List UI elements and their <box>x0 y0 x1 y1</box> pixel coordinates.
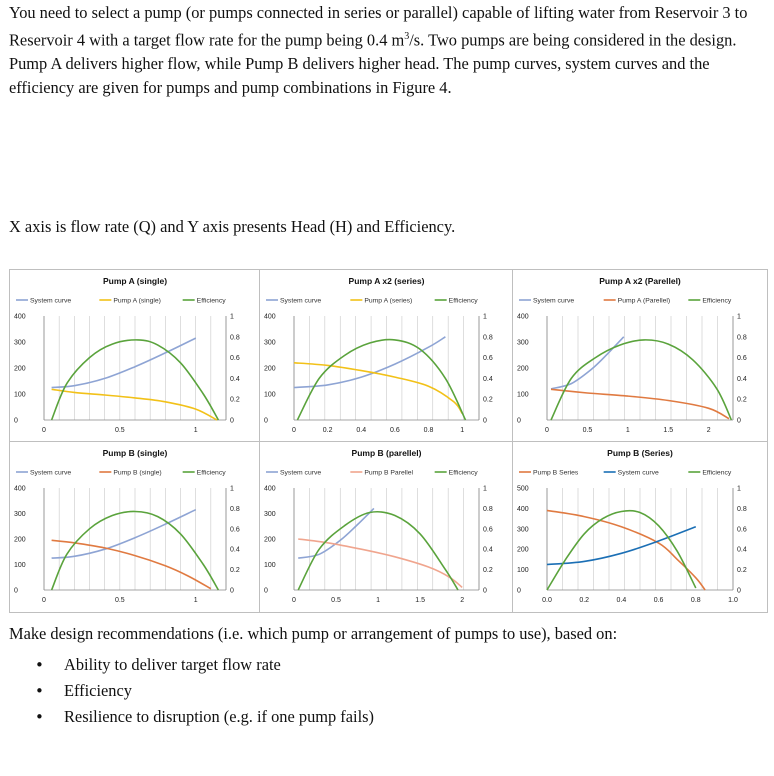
criteria-item-flow: • Ability to deliver target flow rate <box>9 652 374 678</box>
y-tick-left: 300 <box>14 339 26 347</box>
y-tick-right: 0.4 <box>230 546 240 554</box>
legend-label: Efficiency <box>448 469 478 477</box>
series-pump-b-single <box>52 540 211 588</box>
axis-note: X axis is flow rate (Q) and Y axis presents Head (H) and Efficiency. <box>9 217 456 236</box>
y-tick-left: 300 <box>14 511 26 518</box>
y-tick-left: 500 <box>517 485 529 493</box>
chart-pump-a-single <box>9 269 261 443</box>
y-tick-right: 0.4 <box>737 546 747 554</box>
legend-label: System curve <box>30 297 72 305</box>
y-tick-left: 300 <box>517 339 529 347</box>
series-efficiency <box>297 340 465 420</box>
series-pump-b-series <box>547 510 705 590</box>
x-tick: 1 <box>193 427 198 434</box>
chart-svg <box>10 270 260 442</box>
intro-text-1: You need to select a pump (or pumps connected in series or parallel) capable of lifting water from Reservoir 3 to Reservoir 4 with a target flow rate for the pump being 0.4 m <box>9 3 748 50</box>
y-tick-right: 0.6 <box>737 355 747 363</box>
chart-pump-b-series <box>512 441 768 613</box>
legend-label: Efficiency <box>196 297 226 305</box>
y-tick-right: 0.2 <box>737 396 747 404</box>
x-tick: 2 <box>460 597 465 604</box>
y-tick-right: 0.4 <box>230 375 240 383</box>
x-tick: 0.5 <box>114 597 125 604</box>
x-tick: 0.0 <box>542 597 552 604</box>
y-tick-right: 0.2 <box>483 396 493 404</box>
y-tick-right: 0.6 <box>230 526 240 534</box>
x-tick: 1 <box>460 427 465 434</box>
legend-label: Efficiency <box>702 297 732 305</box>
y-tick-right: 0.8 <box>230 505 240 513</box>
y-tick-left: 200 <box>264 536 276 544</box>
legend-label: System curve <box>280 297 322 305</box>
y-tick-left: 100 <box>517 391 529 399</box>
y-tick-left: 400 <box>264 485 276 493</box>
y-tick-right: 0 <box>737 417 741 425</box>
series-system-curve <box>52 510 196 558</box>
legend-label: Efficiency <box>702 469 732 477</box>
y-tick-right: 0.4 <box>737 375 747 383</box>
y-tick-left: 200 <box>517 365 529 373</box>
x-tick: 1.5 <box>663 427 674 434</box>
y-tick-right: 1 <box>483 485 487 493</box>
y-tick-left: 0 <box>14 587 18 595</box>
x-tick: 0 <box>545 427 549 434</box>
y-tick-left: 300 <box>517 526 529 534</box>
criteria-item-efficiency: • Efficiency <box>9 678 374 704</box>
chart-svg <box>513 442 767 612</box>
x-tick: 0.6 <box>390 427 400 434</box>
recommend-text: Make design recommendations (i.e. which pump or arrangement of pumps to use), based on: <box>9 624 618 643</box>
x-tick: 0.2 <box>579 597 590 604</box>
y-tick-left: 0 <box>517 587 521 595</box>
y-tick-left: 400 <box>517 505 529 513</box>
x-tick: 0.5 <box>331 597 341 604</box>
y-tick-left: 0 <box>517 417 521 425</box>
legend-label: Pump A (Parellel) <box>617 297 671 305</box>
y-tick-right: 1 <box>230 313 234 321</box>
y-tick-right: 1 <box>230 485 234 493</box>
y-tick-left: 100 <box>517 567 529 575</box>
y-tick-right: 0.8 <box>737 334 747 342</box>
x-tick: 2 <box>706 427 711 434</box>
series-efficiency <box>298 512 458 590</box>
intro-paragraph <box>9 1 764 100</box>
y-tick-left: 0 <box>264 587 268 595</box>
legend-label: Efficiency <box>448 297 478 305</box>
y-tick-right: 0.2 <box>483 567 493 575</box>
legend-label: System curve <box>533 297 575 305</box>
y-tick-right: 0 <box>230 417 234 425</box>
chart-pump-b-single <box>9 441 261 613</box>
criteria-list <box>9 652 374 730</box>
x-tick: 0 <box>292 427 296 434</box>
y-tick-left: 400 <box>14 313 26 321</box>
x-tick: 0.5 <box>114 427 125 434</box>
y-tick-left: 300 <box>264 339 276 347</box>
y-tick-left: 200 <box>14 536 26 544</box>
y-tick-right: 0.8 <box>483 334 493 342</box>
legend-label: System curve <box>30 469 72 477</box>
y-tick-right: 1 <box>737 313 741 321</box>
x-tick: 1.0 <box>728 597 738 604</box>
y-tick-right: 1 <box>483 313 487 321</box>
x-tick: 0.8 <box>423 427 434 434</box>
y-tick-right: 0.2 <box>737 567 747 575</box>
chart-svg <box>10 442 260 612</box>
x-tick: 0.6 <box>653 597 664 604</box>
y-tick-right: 0.2 <box>230 396 240 404</box>
legend-label: System curve <box>617 469 659 477</box>
legend-label: Pump B (single) <box>113 469 162 477</box>
x-tick: 1 <box>193 597 198 604</box>
y-tick-right: 0.8 <box>483 505 493 513</box>
y-tick-right: 0.4 <box>483 546 493 554</box>
chart-svg <box>260 270 513 442</box>
y-tick-left: 0 <box>14 417 18 425</box>
y-tick-left: 200 <box>14 365 26 373</box>
legend-label: System curve <box>280 469 322 477</box>
chart-pump-a-parallel <box>512 269 768 443</box>
y-tick-right: 0.4 <box>483 375 493 383</box>
y-tick-left: 100 <box>264 391 276 399</box>
chart-svg <box>260 442 513 612</box>
chart-title: Pump B (parellel) <box>351 448 422 458</box>
x-tick: 0.5 <box>582 427 593 434</box>
y-tick-right: 0.6 <box>230 355 240 363</box>
legend-label: Pump B Parellel <box>364 469 414 477</box>
chart-svg <box>513 270 767 442</box>
series-pump-b-parellel <box>298 539 462 587</box>
y-tick-left: 300 <box>264 511 276 518</box>
y-tick-right: 0 <box>483 587 487 595</box>
x-tick: 1.5 <box>415 597 426 604</box>
y-tick-right: 0 <box>230 587 234 595</box>
criteria-item-resilience: • Resilience to disruption (e.g. if one pump fails) <box>9 704 374 730</box>
y-tick-left: 100 <box>264 562 276 569</box>
y-tick-left: 400 <box>14 485 26 493</box>
x-tick: 1 <box>376 597 381 604</box>
y-tick-left: 200 <box>517 546 529 554</box>
y-tick-right: 0.2 <box>230 567 240 575</box>
chart-title: Pump B (Series) <box>607 448 673 458</box>
chart-title: Pump B (single) <box>102 448 168 458</box>
series-efficiency <box>547 511 696 590</box>
x-tick: 0.4 <box>356 427 367 434</box>
intro-superscript: 3 <box>404 31 410 42</box>
intro-text-2: /s. Two pumps are being considered in the design. Pump A delivers higher flow, while Pump B delivers higher head. The pump curves, system curves and the efficiency are given for pumps and pump combinations in Figure 4. <box>9 30 737 98</box>
y-tick-left: 200 <box>264 365 276 373</box>
y-tick-right: 1 <box>737 485 741 493</box>
y-tick-right: 0 <box>737 587 741 595</box>
y-tick-right: 0.6 <box>737 526 747 534</box>
chart-pump-b-parallel <box>259 441 514 613</box>
x-tick: 0 <box>292 597 296 604</box>
y-tick-right: 0.6 <box>483 355 493 363</box>
legend-label: Efficiency <box>196 469 226 477</box>
y-tick-right: 0.8 <box>737 505 747 513</box>
chart-pump-a-series <box>259 269 514 443</box>
y-tick-right: 0.6 <box>483 526 493 534</box>
series-system-curve <box>52 338 196 387</box>
series-pump-a-single <box>52 389 217 420</box>
y-tick-left: 100 <box>14 562 26 569</box>
legend-label: Pump B Series <box>533 469 579 477</box>
series-system-curve <box>294 337 445 388</box>
y-tick-left: 100 <box>14 391 26 399</box>
y-tick-left: 400 <box>264 313 276 321</box>
x-tick: 0.2 <box>322 427 333 434</box>
y-tick-right: 0 <box>483 417 487 425</box>
x-tick: 1 <box>625 427 630 434</box>
y-tick-left: 0 <box>264 417 268 425</box>
chart-title: Pump A (single) <box>102 276 168 286</box>
legend-label: Pump A (series) <box>364 297 413 305</box>
y-tick-left: 400 <box>517 313 529 321</box>
y-tick-right: 0.8 <box>230 334 240 342</box>
chart-title: Pump A x2 (series) <box>348 276 425 286</box>
x-tick: 0 <box>42 597 46 604</box>
x-tick: 0.8 <box>690 597 701 604</box>
legend-label: Pump A (single) <box>113 297 161 305</box>
x-tick: 0.4 <box>616 597 627 604</box>
chart-title: Pump A x2 (Parellel) <box>599 276 681 286</box>
x-tick: 0 <box>42 427 46 434</box>
